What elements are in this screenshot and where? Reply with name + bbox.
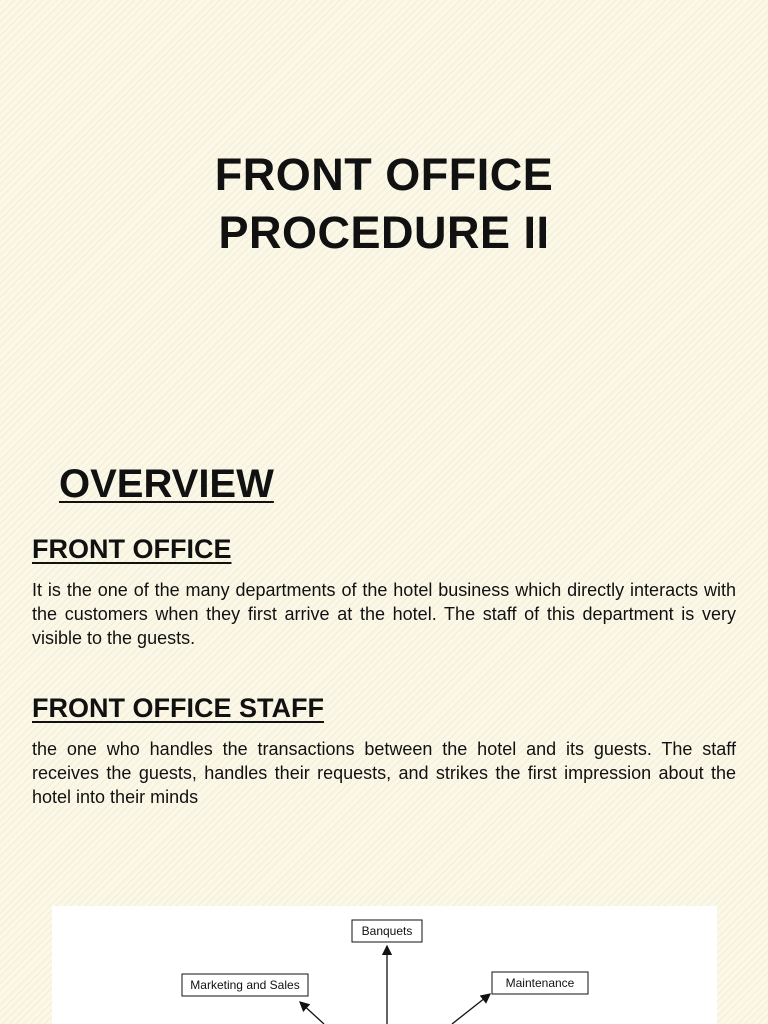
banquets-box [352,920,422,942]
department-diagram [52,906,717,1024]
front-office-staff-description: the one who handles the transactions between the hotel and its guests. The staff receives the guests, handles their requests, and strikes the first impression about the hotel into their minds [32,739,736,807]
banquets-label: Banquets [361,924,413,938]
marketing-sales-label: Marketing and Sales [190,978,300,992]
overview-heading: OVERVIEW [59,462,274,506]
arrow-to-maintenance [452,994,490,1024]
slide-title-line-2: PROCEDURE II [218,207,550,258]
slide-title-line-1: FRONT OFFICE [214,149,554,200]
front-office-heading: FRONT OFFICE [32,534,232,564]
front-office-staff-heading: FRONT OFFICE STAFF [32,693,324,723]
maintenance-label: Maintenance [505,976,575,990]
front-office-description: It is the one of the many departments of the hotel business which directly interacts with the customers when they first arrive at the hotel. The staff of this department is very visible to the guests. [32,580,736,648]
department-diagram-svg [52,906,717,1024]
maintenance-box [492,972,588,994]
arrow-to-marketing-sales [300,1002,324,1024]
slide-title [0,146,768,262]
marketing-sales-box [182,974,308,996]
